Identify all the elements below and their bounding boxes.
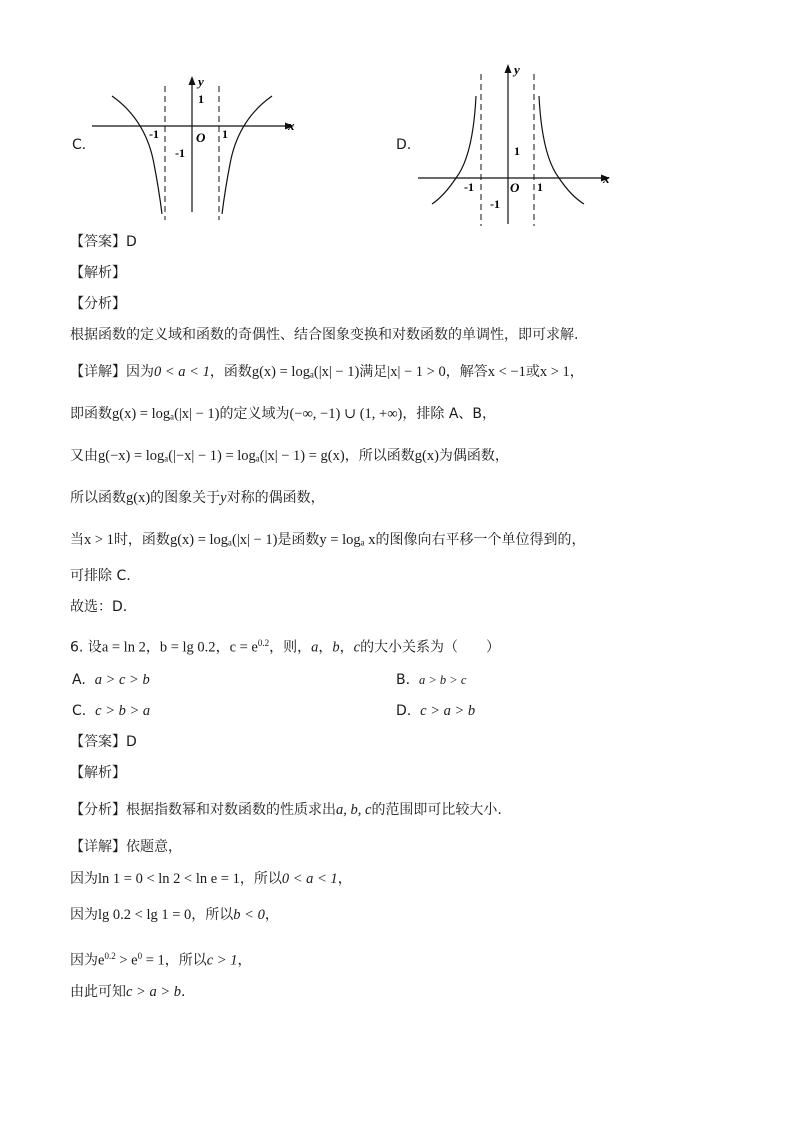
q5-detail-line2 <box>70 404 496 424</box>
math: 0 < a < 1 <box>281 871 338 887</box>
math: b <box>332 639 340 656</box>
text: 为偶函数， <box>438 448 509 464</box>
math: x > 1 <box>84 532 114 548</box>
y-axis-arrow <box>189 76 196 85</box>
q6-option-d <box>396 701 475 721</box>
text: ， <box>145 639 160 656</box>
math: |x| − 1 > 0 <box>387 364 446 380</box>
x-tick-1: 1 <box>537 180 543 194</box>
text: ，解答 <box>445 364 488 380</box>
text: 所以函数 <box>70 490 126 506</box>
text: ，所以 <box>191 907 234 923</box>
text: 因为 <box>70 952 98 969</box>
text: ，所以 <box>164 952 207 969</box>
math-sup: 0.2 <box>104 951 116 961</box>
answer-value: D <box>126 234 137 250</box>
q6-step3 <box>70 946 251 971</box>
text: 当 <box>70 532 84 548</box>
text: 依题意， <box>126 839 182 855</box>
origin-label: O <box>510 180 520 195</box>
curve-left <box>112 96 162 214</box>
y-axis-label: y <box>198 74 204 89</box>
answer-tag: 【答案】 <box>70 734 126 750</box>
graph-option-c <box>88 72 303 224</box>
q6-step1 <box>70 869 352 889</box>
math: b = lg 0.2 <box>159 639 216 656</box>
text: ，排除 A、B， <box>402 406 497 422</box>
y-tick-neg1: -1 <box>175 146 185 160</box>
q6-option-b <box>396 670 466 690</box>
math: c > a > b <box>126 984 182 1000</box>
math: = 1 <box>142 952 165 969</box>
math: g(x) = logₐ(|x| − 1) <box>169 532 278 548</box>
q6-detail-intro <box>70 837 182 857</box>
text: 6. 设 <box>70 639 102 656</box>
text: 是函数 <box>277 532 320 548</box>
math: x > 1 <box>539 364 570 380</box>
text: ，所以函数 <box>344 448 415 464</box>
text: ， <box>337 871 352 887</box>
math: a, b, c <box>336 802 372 818</box>
q5-jiexi: 【解析】 <box>70 265 126 281</box>
math: e <box>98 952 105 969</box>
curve-right <box>222 96 272 214</box>
math: g(x) = logₐ(|x| − 1) <box>251 364 360 380</box>
math: x < −1 <box>487 364 526 380</box>
q6-stem <box>70 633 500 658</box>
text: 满足 <box>359 364 388 380</box>
math: a <box>311 639 319 656</box>
detail-tag: 【详解】 <box>70 839 126 855</box>
text: . <box>181 984 186 1000</box>
text: 因为 <box>70 871 98 887</box>
x-axis-label: x <box>603 171 610 186</box>
y-tick-1: 1 <box>198 92 204 106</box>
math: y = logₐ x <box>319 532 376 548</box>
y-tick-1: 1 <box>514 144 520 158</box>
math: y <box>220 490 227 506</box>
q5-detail-line4 <box>70 488 325 508</box>
math: c > 1 <box>206 952 238 969</box>
text: ， <box>215 639 230 656</box>
y-axis-arrow <box>505 64 512 73</box>
option-label: C. <box>72 703 87 719</box>
q5-answer <box>70 232 137 252</box>
text: 的图像向右平移一个单位得到的， <box>375 532 586 548</box>
option-label: B. <box>396 672 411 688</box>
text: ，函数 <box>209 364 252 380</box>
text: 时，函数 <box>113 532 170 548</box>
option-value: a > b > c <box>418 673 467 687</box>
answer-tag: 【答案】 <box>70 234 126 250</box>
math: b < 0 <box>233 907 265 923</box>
math-sup: 0 <box>137 951 143 961</box>
y-axis-label: y <box>514 62 520 77</box>
text: ，所以 <box>239 871 282 887</box>
option-d-label: D. <box>396 137 412 153</box>
text: 因为 <box>126 364 154 380</box>
q6-step2 <box>70 905 279 925</box>
option-value: c > a > b <box>420 703 476 719</box>
q5-fenxi-tag: 【分析】 <box>70 296 126 312</box>
option-label: D. <box>396 703 412 719</box>
y-tick-neg1: -1 <box>490 197 500 211</box>
q6-fenxi <box>70 800 502 820</box>
text: 的定义域为 <box>219 406 290 422</box>
text: ，则， <box>269 639 312 656</box>
x-axis-label: x <box>288 118 295 133</box>
q5-fenxi-text: 根据函数的定义域和函数的奇偶性、结合图象变换和对数函数的单调性，即可求解. <box>70 327 579 343</box>
q5-detail-line5 <box>70 530 585 550</box>
math: g(x) <box>414 448 439 464</box>
math: c <box>353 639 361 656</box>
math: 0 < a < 1 <box>154 364 210 380</box>
graph-option-d <box>414 60 619 228</box>
x-tick-1: 1 <box>222 127 228 141</box>
text: 由此可知 <box>70 984 126 1000</box>
q5-detail-line1 <box>70 362 584 382</box>
fenxi-tag: 【分析】 <box>70 802 126 818</box>
origin-label: O <box>196 130 206 145</box>
text: ， <box>264 907 279 923</box>
math: (−∞, −1) ∪ (1, +∞) <box>289 406 403 422</box>
text: ， <box>569 364 584 380</box>
math-sup: 0.2 <box>257 638 270 648</box>
text: 又由 <box>70 448 98 464</box>
text: 即函数 <box>70 406 112 422</box>
text: ， <box>237 952 252 969</box>
q6-jiexi: 【解析】 <box>70 765 126 781</box>
text: 因为 <box>70 907 98 923</box>
q6-option-a <box>72 670 150 690</box>
option-c-label: C. <box>72 137 87 153</box>
math: a = ln 2 <box>101 639 146 656</box>
option-value: a > c > b <box>94 672 150 688</box>
text: 的大小关系为（ ） <box>360 639 501 656</box>
x-tick-neg1: -1 <box>464 180 474 194</box>
math: g(−x) = logₐ(|−x| − 1) = logₐ(|x| − 1) = g(x) <box>98 448 345 464</box>
q6-answer <box>70 732 137 752</box>
math: lg 0.2 < lg 1 = 0 <box>98 907 192 923</box>
detail-tag: 【详解】 <box>70 364 126 380</box>
math: g(x) <box>126 490 151 506</box>
option-value: c > b > a <box>95 703 151 719</box>
q5-detail-line7: 故选：D. <box>70 599 128 615</box>
text: ， <box>339 639 354 656</box>
q5-detail-line6: 可排除 C. <box>70 568 131 584</box>
math: g(x) = logₐ(|x| − 1) <box>112 406 220 422</box>
text: 根据指数幂和对数函数的性质求出 <box>126 802 336 818</box>
text: 的范围即可比较大小. <box>371 802 502 818</box>
text: 对称的偶函数， <box>226 490 325 506</box>
q5-detail-line3 <box>70 446 509 466</box>
option-label: A. <box>72 672 86 688</box>
math: c = e <box>229 639 258 656</box>
text: 的图象关于 <box>150 490 221 506</box>
q6-option-c <box>72 701 150 721</box>
x-tick-neg1: -1 <box>149 127 159 141</box>
math: ln 1 = 0 < ln 2 < ln e = 1 <box>98 871 240 887</box>
math: > e <box>115 952 138 969</box>
q6-conclusion <box>70 982 185 1002</box>
text: 或 <box>525 364 540 380</box>
curve-right <box>539 96 584 204</box>
answer-value: D <box>126 734 137 750</box>
text: ， <box>318 639 333 656</box>
